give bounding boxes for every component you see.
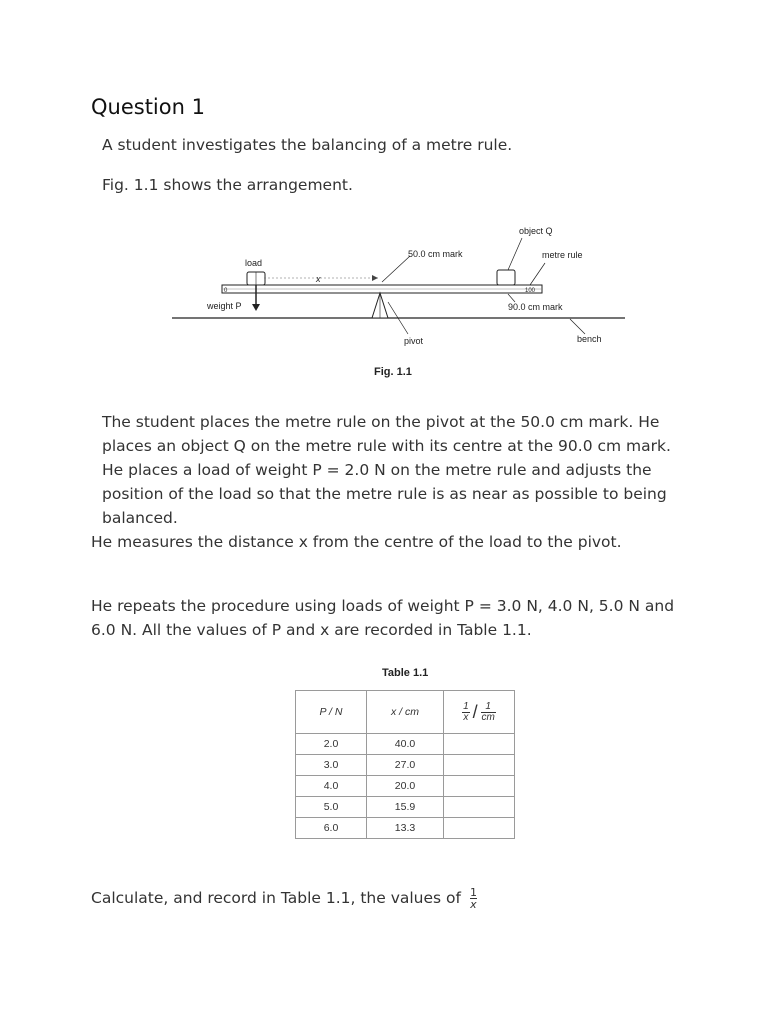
cell-p: 2.0 <box>296 734 367 755</box>
cell-x: 40.0 <box>367 734 444 755</box>
cell-p: 4.0 <box>296 776 367 797</box>
table-row <box>296 776 515 797</box>
label-hundred: 100 <box>525 288 536 294</box>
task-instruction <box>91 886 477 910</box>
table-row <box>296 755 515 776</box>
cell-inverse-x[interactable] <box>444 755 515 776</box>
table-header-row <box>296 691 515 734</box>
task-text: Calculate, and record in Table 1.1, the values of <box>91 889 461 907</box>
cell-x: 27.0 <box>367 755 444 776</box>
label-weight-p: weight P <box>207 301 242 311</box>
label-load: load <box>245 258 263 268</box>
label-x: x <box>316 274 321 284</box>
figure-metre-rule-diagram <box>170 222 630 362</box>
header-inverse-x: $\frac{1}{x}$ / $\frac{1}{cm}$ <box>444 691 515 734</box>
results-table <box>295 690 515 839</box>
cell-x: 15.9 <box>367 797 444 818</box>
cell-inverse-x[interactable] <box>444 818 515 839</box>
intro-line-1: A student investigates the balancing of a metre rule. <box>102 136 513 154</box>
label-bench: bench <box>577 334 602 344</box>
label-pivot: pivot <box>404 336 424 346</box>
cell-p: 5.0 <box>296 797 367 818</box>
intro-line-2: Fig. 1.1 shows the arrangement. <box>102 176 353 194</box>
cell-inverse-x[interactable] <box>444 776 515 797</box>
label-50cm-mark: 50.0 cm mark <box>408 249 463 259</box>
label-metre-rule: metre rule <box>542 250 583 260</box>
paragraph-repeat: He repeats the procedure using loads of weight P = 3.0 N, 4.0 N, 5.0 N and 6.0 N. All the values of P and x are recorded in Table 1.1. <box>91 597 675 639</box>
cell-x: 13.3 <box>367 818 444 839</box>
cell-p: 3.0 <box>296 755 367 776</box>
header-p: P / N <box>296 691 367 734</box>
label-zero: 0 <box>224 288 228 294</box>
question-title: Question 1 <box>91 95 205 119</box>
label-90cm-mark: 90.0 cm mark <box>508 302 563 312</box>
paragraph-procedure: The student places the metre rule on the pivot at the 50.0 cm mark. He places an object Q on the metre rule with its centre at the 90.0 cm mark. He places a load of weight P = 2.0 N on the metre rule and adjusts the position of the load so that the metre rule is as near as possible to being balanced. <box>102 413 671 527</box>
object-q-block <box>497 270 515 285</box>
table-caption: Table 1.1 <box>382 667 429 679</box>
task-fraction: $\frac{1}{x}$ <box>469 886 477 911</box>
cell-x: 20.0 <box>367 776 444 797</box>
table-row <box>296 797 515 818</box>
cell-inverse-x[interactable] <box>444 797 515 818</box>
table-row <box>296 818 515 839</box>
paragraph-measure: He measures the distance x from the centre of the load to the pivot. <box>91 533 622 551</box>
header-x: x / cm <box>367 691 444 734</box>
label-object-q: object Q <box>519 226 553 236</box>
table-row <box>296 734 515 755</box>
figure-caption: Fig. 1.1 <box>374 366 412 378</box>
cell-inverse-x[interactable] <box>444 734 515 755</box>
cell-p: 6.0 <box>296 818 367 839</box>
